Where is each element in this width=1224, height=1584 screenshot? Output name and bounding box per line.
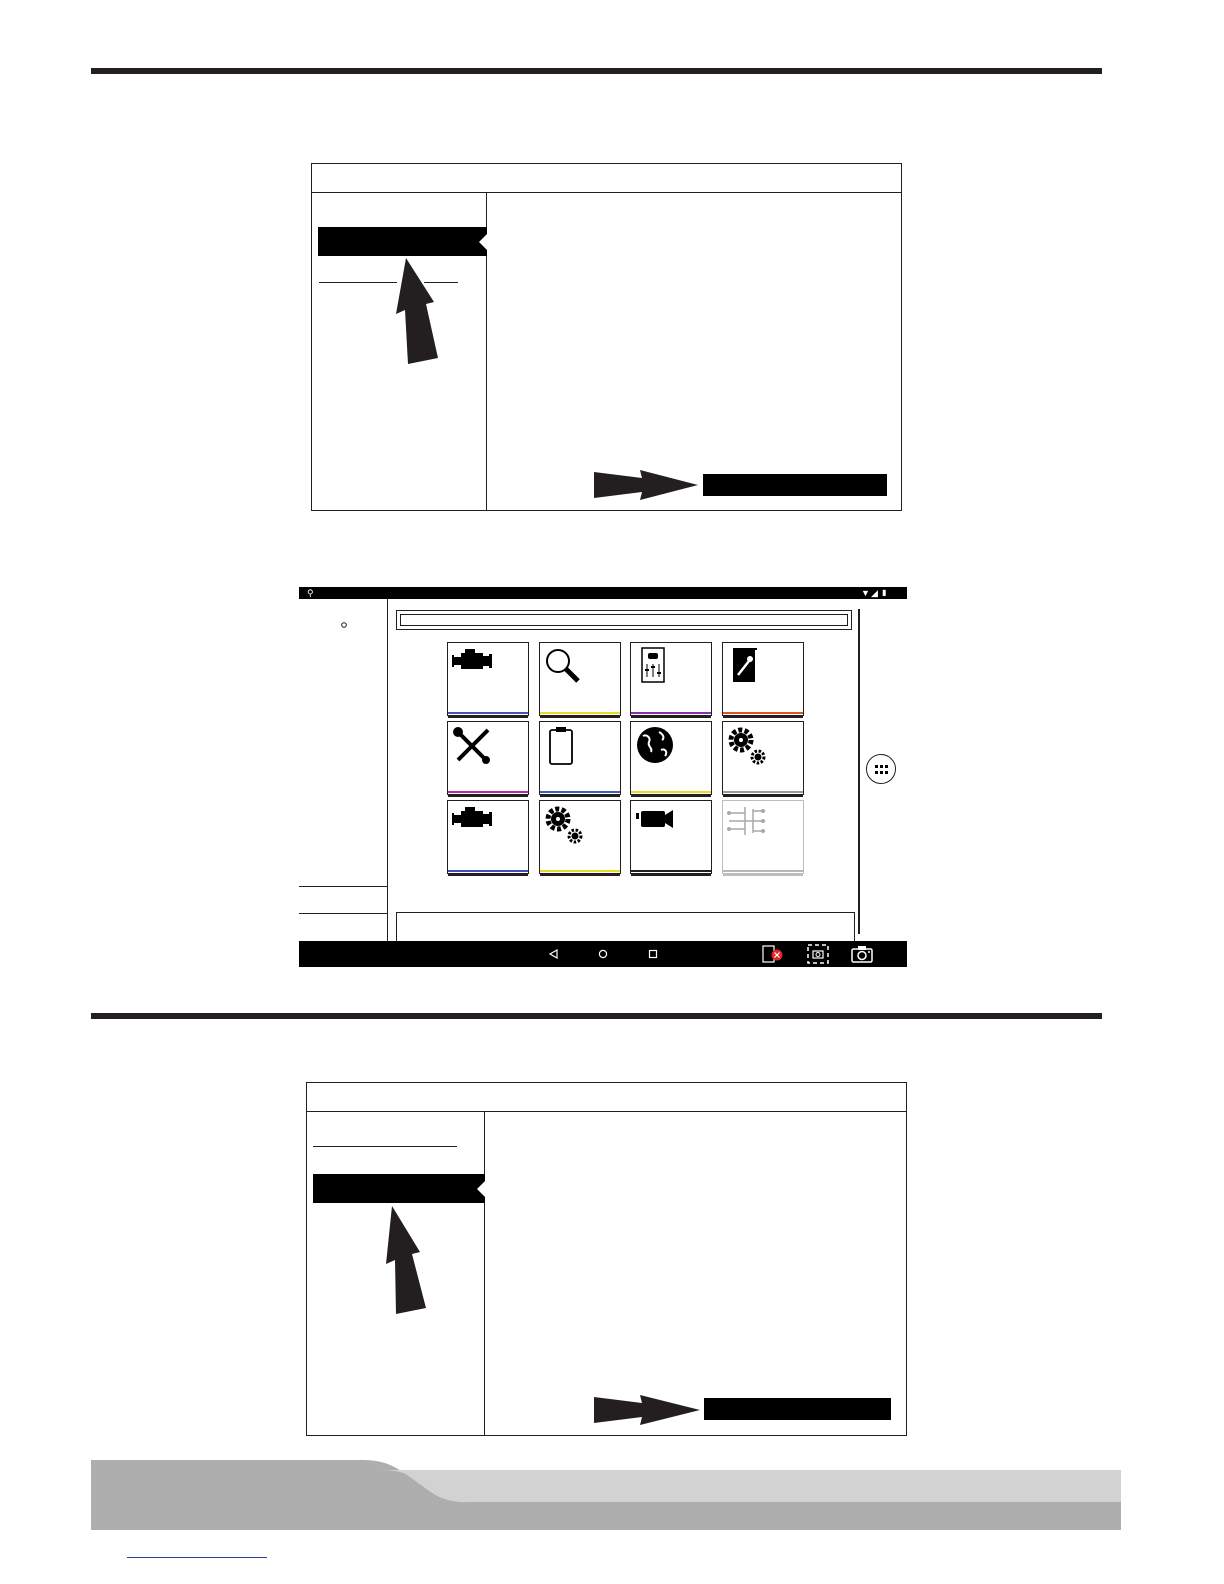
signal-icon: ◢ bbox=[871, 588, 878, 598]
tile-engine[interactable] bbox=[447, 642, 529, 716]
tile-circuit[interactable] bbox=[722, 800, 804, 874]
tile-video-camera[interactable] bbox=[630, 800, 712, 874]
tile-vehicle-settings[interactable] bbox=[630, 642, 712, 716]
notification-icon: ⚲ bbox=[307, 588, 314, 598]
menu-line bbox=[313, 1146, 457, 1147]
side-panel-row[interactable] bbox=[299, 886, 387, 887]
tile-clipboard[interactable] bbox=[539, 721, 621, 795]
highlighted-button bbox=[704, 1398, 891, 1420]
home-icon[interactable] bbox=[598, 949, 608, 959]
globe-icon bbox=[635, 726, 677, 768]
back-icon[interactable] bbox=[549, 949, 559, 959]
mockup-header bbox=[307, 1083, 906, 1112]
tools-icon bbox=[452, 726, 494, 766]
radio-icon bbox=[341, 622, 347, 628]
tablet-screenshot bbox=[299, 587, 907, 967]
tile-gears[interactable] bbox=[722, 721, 804, 795]
status-bar bbox=[299, 587, 907, 599]
tile-tools[interactable] bbox=[447, 721, 529, 795]
footer-band bbox=[91, 1460, 1121, 1530]
search-icon bbox=[544, 647, 586, 689]
mockup-header bbox=[312, 164, 901, 193]
section-rule-middle bbox=[91, 1013, 1102, 1019]
vehicle-settings-icon bbox=[635, 647, 667, 685]
scroll-track bbox=[858, 609, 860, 934]
gears-icon bbox=[727, 726, 769, 768]
gears-icon bbox=[544, 805, 586, 847]
wifi-icon: ▼ bbox=[861, 588, 870, 598]
search-input[interactable] bbox=[396, 610, 852, 630]
circuit-icon bbox=[727, 805, 769, 841]
battery-icon: ▮ bbox=[882, 588, 887, 597]
tile-globe[interactable] bbox=[630, 721, 712, 795]
right-arrow-icon bbox=[594, 1393, 702, 1427]
engine-icon bbox=[452, 805, 494, 835]
camera-icon[interactable] bbox=[850, 944, 876, 964]
tile-engine-2[interactable] bbox=[447, 800, 529, 874]
up-arrow-icon bbox=[386, 1206, 432, 1316]
tile-search[interactable] bbox=[539, 642, 621, 716]
navigation-bar bbox=[299, 941, 907, 967]
apps-button[interactable] bbox=[866, 754, 896, 784]
section-rule-top bbox=[91, 68, 1102, 74]
tile-gears-2[interactable] bbox=[539, 800, 621, 874]
up-arrow-icon bbox=[396, 258, 442, 366]
tile-service-manual[interactable] bbox=[722, 642, 804, 716]
clipboard-icon bbox=[544, 726, 576, 768]
footer-link-underline[interactable] bbox=[127, 1557, 267, 1558]
screen-capture-icon[interactable] bbox=[806, 943, 830, 965]
highlighted-menu-item bbox=[318, 227, 487, 256]
bottom-status-box bbox=[396, 912, 855, 941]
exit-icon[interactable] bbox=[761, 944, 785, 964]
mockup-divider bbox=[484, 1111, 485, 1435]
video-camera-icon bbox=[635, 805, 677, 831]
side-panel-row[interactable] bbox=[299, 913, 387, 914]
recents-icon[interactable] bbox=[648, 949, 658, 959]
service-manual-icon bbox=[727, 647, 759, 685]
menu-line bbox=[319, 282, 397, 283]
engine-icon bbox=[452, 647, 494, 677]
right-arrow-icon bbox=[594, 468, 700, 502]
highlighted-button bbox=[703, 474, 887, 496]
side-panel bbox=[299, 599, 388, 941]
highlighted-menu-item bbox=[313, 1174, 485, 1203]
